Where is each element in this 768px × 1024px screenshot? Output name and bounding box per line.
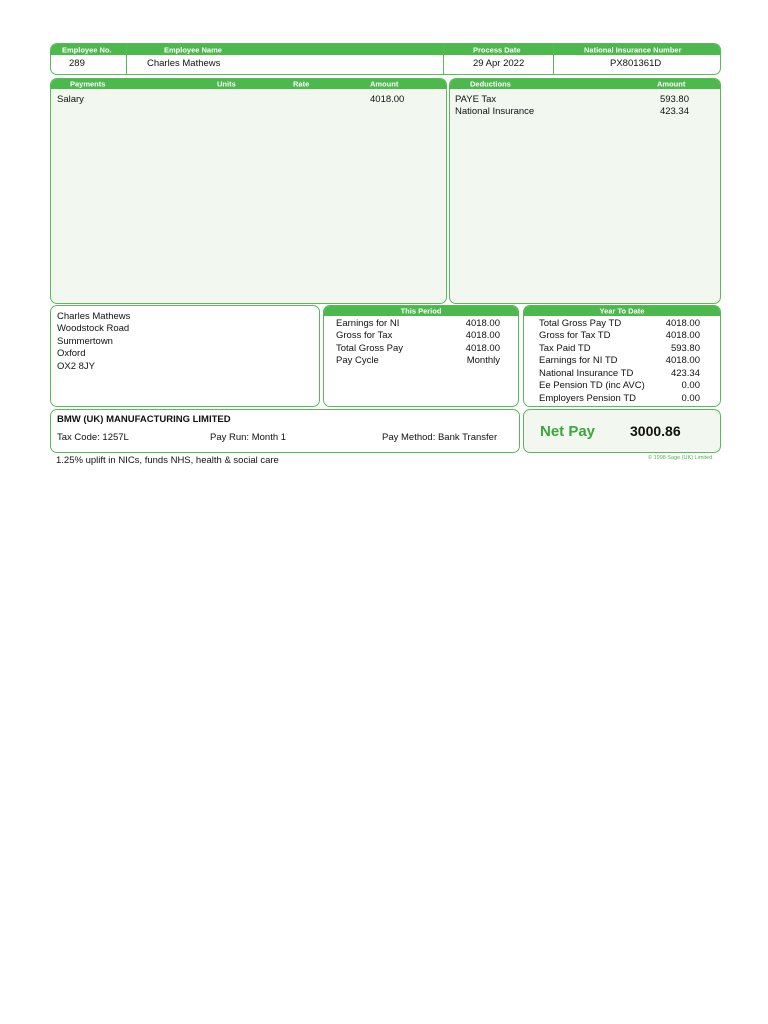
divider — [443, 44, 444, 74]
ni-number-value: PX801361D — [610, 58, 662, 69]
this-period-label: Pay Cycle — [336, 355, 379, 366]
deduction-label: National Insurance — [455, 106, 535, 117]
company-name: BMW (UK) MANUFACTURING LIMITED — [57, 414, 231, 425]
ytd-label: Employers Pension TD — [539, 393, 636, 404]
process-date-value: 29 Apr 2022 — [473, 58, 525, 69]
address-line: Charles Mathews — [57, 311, 131, 322]
ytd-value: 4018.00 — [665, 330, 700, 341]
address-line: Summertown — [57, 336, 113, 347]
footer-note: 1.25% uplift in NICs, funds NHS, health & social care — [56, 455, 279, 466]
year-to-date-header-bar — [524, 306, 720, 316]
ytd-label: Total Gross Pay TD — [539, 318, 622, 329]
payments-header-bar — [51, 79, 446, 89]
this-period-panel — [323, 305, 519, 407]
employee-name-header: Employee Name — [164, 45, 222, 54]
address-line: Woodstock Road — [57, 323, 130, 334]
ytd-label: National Insurance TD — [539, 368, 634, 379]
rate-header: Rate — [293, 79, 310, 89]
ytd-label: Ee Pension TD (inc AVC) — [539, 380, 645, 391]
ytd-value: 4018.00 — [665, 355, 700, 366]
copyright: © 1998 Sage (UK) Limited. — [648, 455, 714, 461]
employee-header-bar — [51, 44, 720, 55]
deduction-amount-header: Amount — [657, 79, 686, 89]
address-line: Oxford — [57, 348, 86, 359]
process-date-header: Process Date — [473, 45, 521, 54]
tax-code: Tax Code: 1257L — [57, 432, 129, 443]
ytd-label: Earnings for NI TD — [539, 355, 618, 366]
deduction-amount: 423.34 — [659, 106, 689, 117]
this-period-title: This Period — [400, 306, 442, 316]
amount-header: Amount — [370, 79, 399, 89]
this-period-label: Earnings for NI — [336, 318, 400, 329]
divider — [553, 44, 554, 74]
year-to-date-title: Year To Date — [599, 306, 645, 316]
divider — [126, 44, 127, 74]
employee-no-header: Employee No. — [62, 45, 112, 54]
deduction-label: PAYE Tax — [455, 94, 497, 105]
this-period-value: 4018.00 — [465, 343, 500, 354]
employee-name-value: Charles Mathews — [147, 58, 221, 69]
net-pay-panel — [523, 409, 721, 453]
net-pay-label: Net Pay — [540, 423, 596, 440]
this-period-header-bar — [324, 306, 518, 316]
payment-amount: 4018.00 — [370, 94, 405, 105]
deduction-amount: 593.80 — [659, 94, 689, 105]
ytd-label: Gross for Tax TD — [539, 330, 611, 341]
ytd-value: 4018.00 — [665, 318, 700, 329]
this-period-label: Gross for Tax — [336, 330, 393, 341]
employee-no-value: 289 — [69, 58, 85, 69]
ytd-value: 423.34 — [670, 368, 700, 379]
units-header: Units — [217, 79, 236, 89]
ytd-value: 593.80 — [670, 343, 700, 354]
employee-info-box — [50, 43, 721, 75]
deductions-header-bar — [450, 79, 720, 89]
address-line: OX2 8JY — [57, 361, 96, 372]
ytd-value: 0.00 — [681, 393, 700, 404]
address-panel — [50, 305, 320, 407]
deductions-header: Deductions — [470, 79, 511, 89]
this-period-value: 4018.00 — [465, 330, 500, 341]
pay-run: Pay Run: Month 1 — [210, 432, 287, 443]
payment-label: Salary — [57, 94, 84, 105]
payments-header: Payments — [70, 79, 106, 89]
company-panel — [50, 409, 520, 453]
this-period-label: Total Gross Pay — [336, 343, 404, 354]
payments-panel — [50, 78, 447, 304]
year-to-date-panel — [523, 305, 721, 407]
this-period-value: 4018.00 — [465, 318, 500, 329]
ytd-label: Tax Paid TD — [539, 343, 591, 354]
deductions-panel — [449, 78, 721, 304]
ytd-value: 0.00 — [681, 380, 700, 391]
net-pay-value: 3000.86 — [630, 423, 681, 439]
pay-method: Pay Method: Bank Transfer — [382, 432, 498, 443]
ni-number-header: National Insurance Number — [584, 45, 682, 54]
this-period-value: Monthly — [466, 355, 500, 366]
